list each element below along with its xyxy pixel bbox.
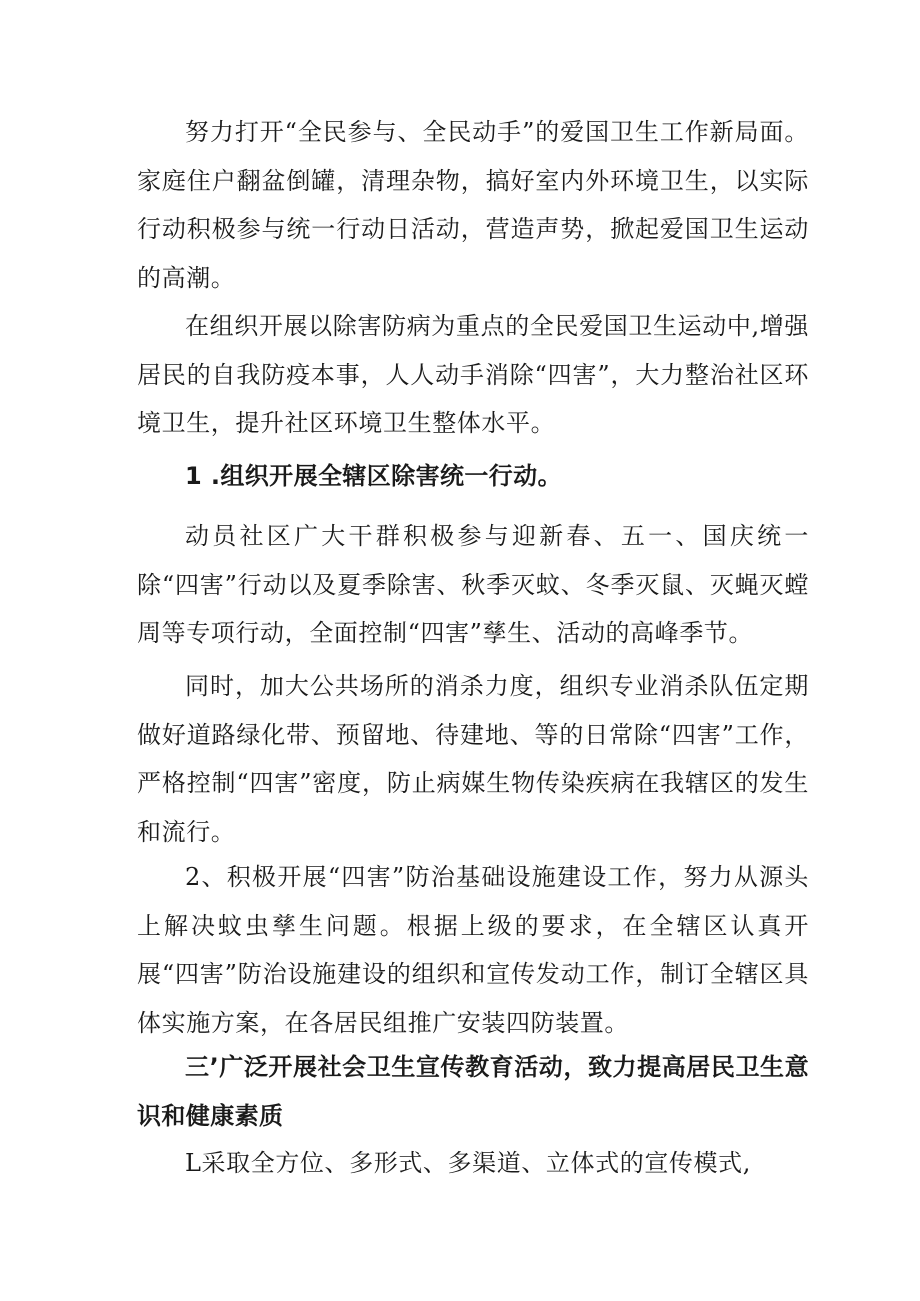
paragraph-disinfection: 同时，加大公共场所的消杀力度，组织专业消杀队伍定期做好道路绿化带、预留地、待建地、等的日常除“四害”工作，严格控制“四害”密度，防止病媒生物传染疾病在我辖区的发生和流行。 xyxy=(137,672,809,846)
paragraph-mobilize: 动员社区广大干群积极参与迎新春、五一、国庆统一除“四害”行动以及夏季除害、秋季灭蚊、冬季灭鼠、灭蝇灭螳周等专项行动，全面控制“四害”孳生、活动的高峰季节。 xyxy=(137,522,809,647)
paragraph-publicity: L采取全方位、多形式、多渠道、立体式的宣传模式, xyxy=(185,1149,751,1177)
paragraph-intro: 努力打开“全民参与、全民动手”的爱国卫生工作新局面。家庭住户翻盆倒罐，清理杂物，搞好室内外环境卫生，以实际行动积极参与统一行动日活动，营造声势，掀起爱国卫生运动的高潮。 xyxy=(137,118,809,292)
section-heading-3: 三’广泛开展社会卫生宣传教育活动，致力提高居民卫生意识和健康素质 xyxy=(137,1053,809,1130)
section-heading-1: 1 .组织开展全辖区除害统一行动。 xyxy=(185,462,562,490)
paragraph-infrastructure: 2、积极开展“四害”防治基础设施建设工作，努力从源头上解决蚊虫孳生问题。根据上级的要求，在全辖区认真开展“四害”防治设施建设的组织和宣传发动工作，制订全辖区具体实施方案，在各居民组推广安装四防装置。 xyxy=(137,863,809,1037)
paragraph-disease-prevention: 在组织开展以除害防病为重点的全民爱国卫生运动中,增强居民的自我防疫本事，人人动手消除“四害”，大力整治社区环境卫生，提升社区环境卫生整体水平。 xyxy=(137,312,809,437)
